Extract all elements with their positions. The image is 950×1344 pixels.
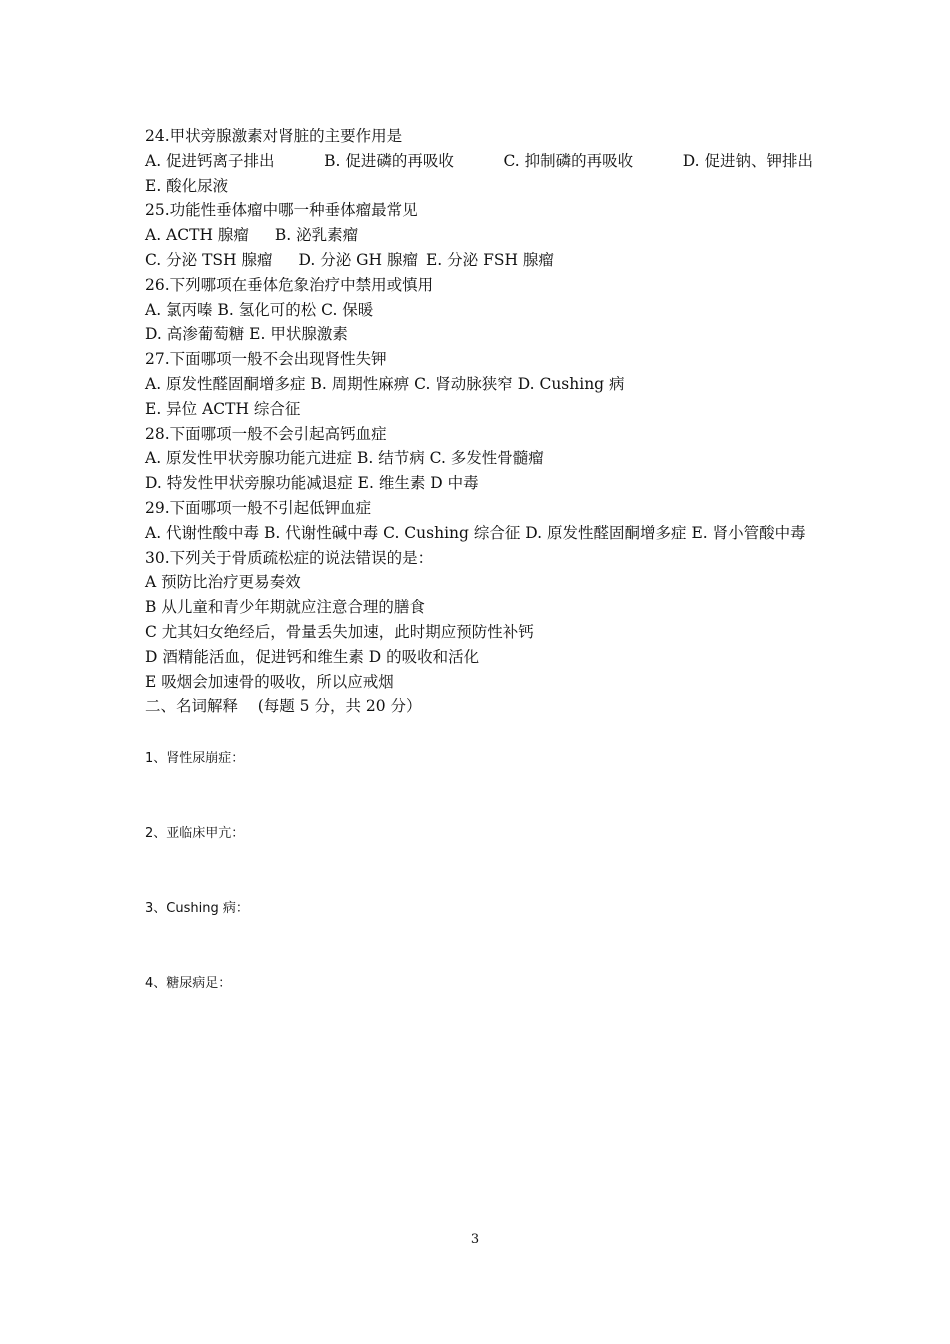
question-29-stem: 29.下面哪项一般不引起低钾血症	[145, 498, 372, 517]
question-28-options-row2: D. 特发性甲状旁腺功能减退症 E. 维生素 D 中毒	[145, 474, 479, 493]
section-2-heading: 二、名词解释 (每题 5 分，共 20 分）	[145, 697, 422, 716]
question-30-option-c: C 尤其妇女绝经后，骨量丢失加速，此时期应预防性补钙	[145, 622, 534, 641]
question-28-stem: 28.下面哪项一般不会引起高钙血症	[145, 424, 387, 443]
question-list	[145, 124, 813, 719]
question-24-option-e: E. 酸化尿液	[145, 176, 229, 195]
question-24-stem: 24.甲状旁腺激素对肾脏的主要作用是	[145, 127, 403, 145]
question-25-stem: 25.功能性垂体瘤中哪一种垂体瘤最常见	[145, 201, 418, 220]
question-27-stem: 27.下面哪项一般不会出现肾性失钾	[145, 350, 387, 369]
term-1: 1、肾性尿崩症：	[145, 751, 245, 766]
question-25-option-e: E. 分泌 FSH 腺瘤	[425, 250, 554, 269]
question-24-option-a: A. 促进钙离子排出	[145, 151, 275, 170]
question-25-options-row2	[145, 248, 813, 273]
question-24-option-c: C. 抑制磷的再吸收	[503, 151, 634, 170]
question-26-stem: 26.下列哪项在垂体危象治疗中禁用或慎用	[145, 275, 434, 294]
question-30-option-a: A 预防比治疗更易奏效	[145, 573, 301, 592]
question-25-option-a: A. ACTH 腺瘤	[145, 226, 249, 245]
term-3: 3、Cushing 病：	[145, 901, 249, 916]
question-28-options-row1: A. 原发性甲状旁腺功能亢进症 B. 结节病 C. 多发性骨髓瘤	[145, 449, 544, 468]
question-30-stem: 30.下列关于骨质疏松症的说法错误的是：	[145, 548, 434, 567]
question-30-option-d: D 酒精能活血，促进钙和维生素 D 的吸收和活化	[145, 647, 480, 666]
page-number: 3	[470, 1232, 480, 1247]
question-25-option-b: B. 泌乳素瘤	[274, 226, 359, 245]
question-29-options: A. 代谢性酸中毒 B. 代谢性碱中毒 C. Cushing 综合征 D. 原发性醛固酮增多症 E. 肾小管酸中毒	[145, 523, 806, 542]
question-25-options-row1	[145, 223, 813, 248]
term-4: 4、糖尿病足：	[145, 976, 232, 991]
question-26-options-row2: D. 高渗葡萄糖 E. 甲状腺激素	[145, 325, 348, 344]
question-25-option-d: D. 分泌 GH 腺瘤	[298, 250, 418, 269]
question-24-options	[145, 149, 813, 174]
question-24-option-d: D. 促进钠、钾排出	[682, 151, 813, 170]
question-24-option-b: B. 促进磷的再吸收	[324, 151, 454, 170]
question-30-option-e: E 吸烟会加速骨的吸收，所以应戒烟	[145, 672, 394, 691]
question-27-options-row2: E. 异位 ACTH 综合征	[145, 399, 301, 418]
term-2: 2、亚临床甲亢：	[145, 826, 245, 841]
question-27-options-row1: A. 原发性醛固酮增多症 B. 周期性麻痹 C. 肾动脉狭窄 D. Cushing 病	[145, 374, 625, 393]
question-25-option-c: C. 分泌 TSH 腺瘤	[145, 250, 273, 269]
question-26-options-row1: A. 氯丙嗪 B. 氢化可的松 C. 保暖	[145, 300, 374, 319]
question-30-option-b: B 从儿童和青少年期就应注意合理的膳食	[145, 598, 425, 617]
